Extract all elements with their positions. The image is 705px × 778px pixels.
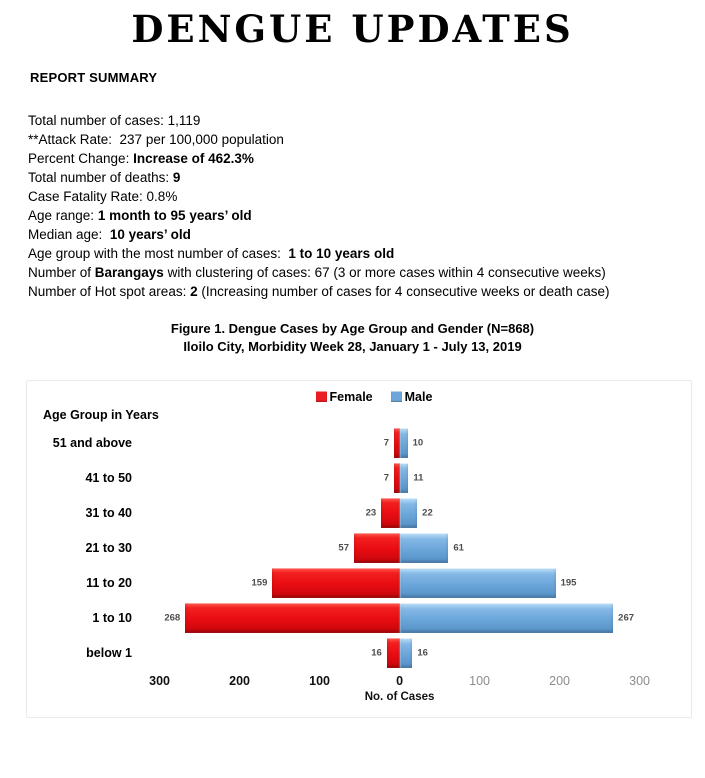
male-legend-label: Male [404, 389, 433, 404]
summary-text: Age group with the most number of cases: [28, 245, 289, 261]
row-plot [150, 638, 681, 668]
age-group-label: 1 to 10 [92, 611, 132, 625]
summary-value: Barangays [94, 264, 164, 280]
summary-text: Number of Hot spot areas: [28, 283, 191, 299]
x-tick: 100 [309, 674, 330, 688]
female-legend-swatch [316, 391, 327, 402]
x-axis-title-row [37, 691, 681, 707]
female-bar [381, 498, 399, 528]
y-axis-title: Age Group in Years [43, 408, 159, 422]
pyramid-rows [37, 428, 681, 668]
summary-text: Number of [28, 264, 95, 280]
age-group-label: 51 and above [52, 436, 132, 450]
summary-line [28, 149, 705, 168]
pyramid-chart [26, 380, 692, 718]
age-group-label: 11 to 20 [86, 576, 132, 590]
male-value-label: 195 [560, 577, 577, 589]
x-tick: 100 [469, 674, 490, 688]
row-plot [150, 533, 681, 563]
x-axis-ticks [37, 674, 681, 690]
summary-text: **Attack Rate: 237 per 100,000 population [28, 131, 284, 147]
age-group-label: below 1 [86, 646, 132, 660]
row-plot [150, 568, 681, 598]
male-bar [400, 568, 556, 598]
male-value-label: 16 [417, 647, 428, 659]
male-value-label: 61 [453, 542, 464, 554]
summary-text: Case Fatality Rate: 0.8% [28, 188, 178, 204]
female-value-label: 57 [338, 542, 349, 554]
chart-row [37, 533, 681, 563]
summary-line [28, 111, 705, 130]
summary-line [28, 130, 705, 149]
summary-line [28, 206, 705, 225]
female-bar [272, 568, 399, 598]
row-plot [150, 428, 681, 458]
summary-text: Total number of cases: 1,119 [28, 112, 201, 128]
female-value-label: 268 [164, 612, 181, 624]
page-title: DENGUE UPDATES [131, 7, 574, 51]
x-tick: 300 [149, 674, 170, 688]
male-bar [400, 498, 418, 528]
summary-line [28, 168, 705, 187]
male-legend-swatch [391, 391, 402, 402]
female-bar [185, 603, 399, 633]
summary-text: (Increasing number of cases for 4 consecutive weeks or death case) [197, 283, 610, 299]
chart-row [37, 568, 681, 598]
summary-text: Median age: [28, 226, 110, 242]
summary-text: Age range: [28, 207, 98, 223]
summary-value: 1 month to 95 years’ old [97, 207, 252, 223]
male-value-label: 11 [413, 472, 424, 484]
x-axis-title: No. of Cases [364, 691, 435, 703]
male-value-label: 267 [618, 612, 635, 624]
x-tick: 0 [396, 674, 404, 688]
figure-caption-line1: Figure 1. Dengue Cases by Age Group and Gender (N=868) [170, 320, 535, 336]
summary-line [28, 263, 705, 282]
male-value-label: 22 [422, 507, 433, 519]
male-bar [400, 638, 413, 668]
legend-item-male [391, 390, 433, 404]
summary-text: with clustering of cases: 67 (3 or more cases within 4 consecutive weeks) [163, 264, 606, 280]
male-bar [400, 463, 409, 493]
summary-value: 10 years’ old [109, 226, 191, 242]
male-bar [400, 533, 449, 563]
female-value-label: 7 [383, 472, 389, 484]
male-bar [400, 428, 408, 458]
summary-text: Percent Change: [28, 150, 134, 166]
chart-row [37, 498, 681, 528]
report-summary-heading: REPORT SUMMARY [30, 69, 158, 85]
x-tick: 200 [229, 674, 250, 688]
female-bar [354, 533, 400, 563]
summary-list [28, 111, 705, 301]
summary-line [28, 187, 705, 206]
summary-line [28, 282, 705, 301]
female-value-label: 23 [365, 507, 377, 519]
chart-legend [67, 389, 681, 404]
female-value-label: 7 [383, 437, 389, 449]
summary-value: 1 to 10 years old [288, 245, 395, 261]
x-tick: 300 [629, 674, 650, 688]
female-value-label: 159 [251, 577, 268, 589]
row-plot [150, 463, 681, 493]
female-bar [387, 638, 400, 668]
summary-text: Total number of deaths: [28, 169, 173, 185]
x-tick: 200 [549, 674, 570, 688]
age-group-label: 31 to 40 [85, 506, 132, 520]
chart-row [37, 428, 681, 458]
male-value-label: 10 [412, 437, 424, 449]
row-plot [150, 498, 681, 528]
female-legend-label: Female [329, 389, 373, 404]
report-page [0, 7, 705, 778]
summary-line [28, 225, 705, 244]
female-value-label: 16 [371, 647, 382, 659]
age-group-label: 41 to 50 [85, 471, 132, 485]
chart-row [37, 463, 681, 493]
age-group-label: 21 to 30 [85, 541, 132, 555]
chart-row [37, 603, 681, 633]
male-bar [400, 603, 614, 633]
summary-line [28, 244, 705, 263]
legend-item-female [316, 390, 373, 404]
figure-caption [0, 320, 705, 357]
summary-value: 9 [172, 169, 181, 185]
summary-value: Increase of 462.3% [133, 150, 254, 166]
row-plot [150, 603, 681, 633]
chart-row [37, 638, 681, 668]
summary-value: 2 [190, 283, 198, 299]
figure-caption-line2: Iloilo City, Morbidity Week 28, January 1 - July 13, 2019 [183, 339, 522, 355]
